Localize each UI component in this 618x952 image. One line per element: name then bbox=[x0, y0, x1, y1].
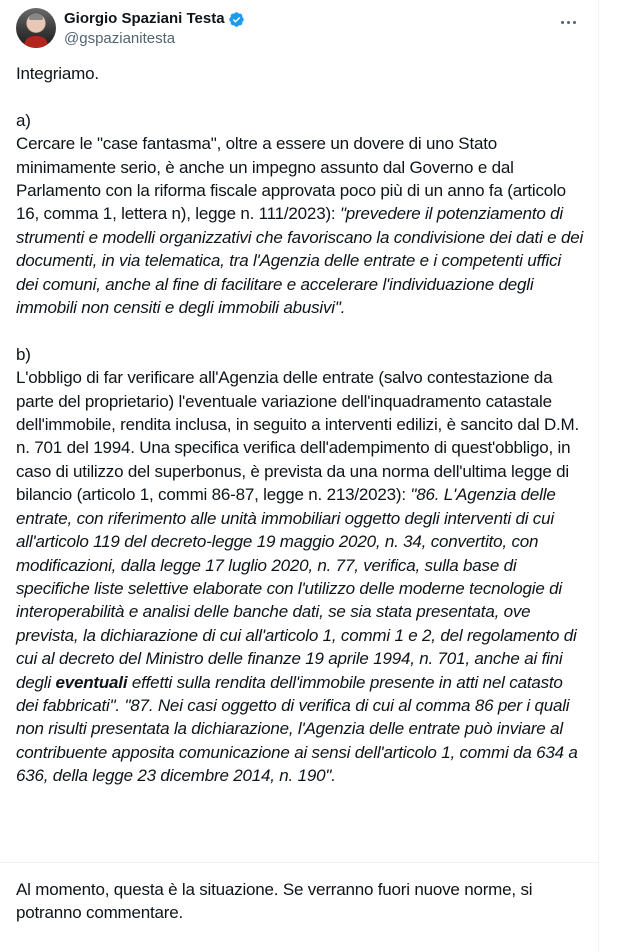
tweet-intro: Integriamo. bbox=[16, 64, 99, 83]
avatar[interactable] bbox=[16, 8, 56, 48]
section-a-quote: "prevedere il potenziamento di strumenti e modelli organizzativi che favoriscano la condivisione dei dati e dei documenti, in via telematica, tra l'Agenzia delle entrate e i competenti uffici dei comuni, anche al fine di facilitare e accelerare l'individuazione degli immobili non censiti e degli immobili abusivi". bbox=[16, 204, 584, 318]
section-b-quote-bold: eventuali bbox=[55, 672, 128, 692]
section-b-text: L'obbligo di far verificare all'Agenzia delle entrate (salvo contestazione da parte del proprietario) l'eventuale variazione dell'inquadramento catastale dell'immobile, rendita inclusa, in seguito a interventi edilizi, è sancito dal D.M. n. 701 del 1994. Una specifica verifica dell'adempimento di quest'obbligo, in caso di utilizzo del superbonus, è prevista da una norma dell'ultima legge di bilancio (articolo 1, commi 86-87, legge n. 213/2023): bbox=[16, 368, 580, 505]
section-b-paragraph bbox=[16, 366, 586, 787]
tweet-body bbox=[16, 62, 586, 788]
tweet-header bbox=[16, 8, 586, 52]
section-a-paragraph bbox=[16, 132, 586, 319]
author-display-name[interactable]: Giorgio Spaziani Testa bbox=[64, 10, 225, 27]
section-b-quote-part1: "86. L'Agenzia delle entrate, con riferimento alle unità immobiliari oggetto degli interventi di cui all'articolo 119 del decreto-legge 19 maggio 2020, n. 34, convertito, con modificazioni, dalla legge 17 luglio 2020, n. 77, verifica, sulla base di specifiche liste selettive elaborate con l'utilizzo delle moderne tecnologie di interoperabilità e analisi delle banche dati, se sia stata presentata, ove prevista, la dichiarazione di cui all'articolo 1, commi 1 e 2, del regolamento di cui al decreto del Ministro delle finanze 19 aprile 1994, n. 701, anche ai fini degli bbox=[16, 485, 577, 692]
dot bbox=[561, 21, 564, 24]
name-row bbox=[64, 10, 245, 28]
section-a-label: a) bbox=[16, 110, 31, 130]
section-a-text: Cercare le "case fantasma", oltre a essere un dovere di uno Stato minimamente serio, è anche un impegno assunto dal Governo e dal Parlamento con la riforma fiscale approvata poco più di un anno fa (articolo 16, comma 1, lettera n), legge n. 111/2023): bbox=[16, 134, 566, 224]
section-b-quote-part2: effetti sulla rendita dell'immobile presente in atti nel catasto dei fabbricati". "87. Nei casi oggetto di verifica di cui al comma 86 per i quali non risulti presentata la dichiarazione, l'Agenzia delle entrate può inviare al contribuente apposita comunicazione ai sensi dell'articolo 1, commi da 634 a 636, della legge 23 dicembre 2014, n. 190". bbox=[16, 672, 578, 786]
section-b-label: b) bbox=[16, 344, 31, 364]
avatar-shirt bbox=[24, 36, 48, 48]
dot bbox=[567, 21, 570, 24]
spacer bbox=[16, 319, 586, 342]
tweet-footer-text: Al momento, questa è la situazione. Se verranno fuori nuove norme, si potranno commentare. bbox=[16, 880, 533, 923]
verified-badge-icon bbox=[228, 11, 245, 28]
spacer bbox=[16, 85, 586, 108]
author-handle[interactable]: @gspazianitesta bbox=[64, 30, 176, 47]
more-options-icon[interactable] bbox=[556, 12, 580, 32]
avatar-hair bbox=[29, 14, 43, 20]
dot bbox=[573, 21, 576, 24]
divider bbox=[0, 862, 599, 863]
